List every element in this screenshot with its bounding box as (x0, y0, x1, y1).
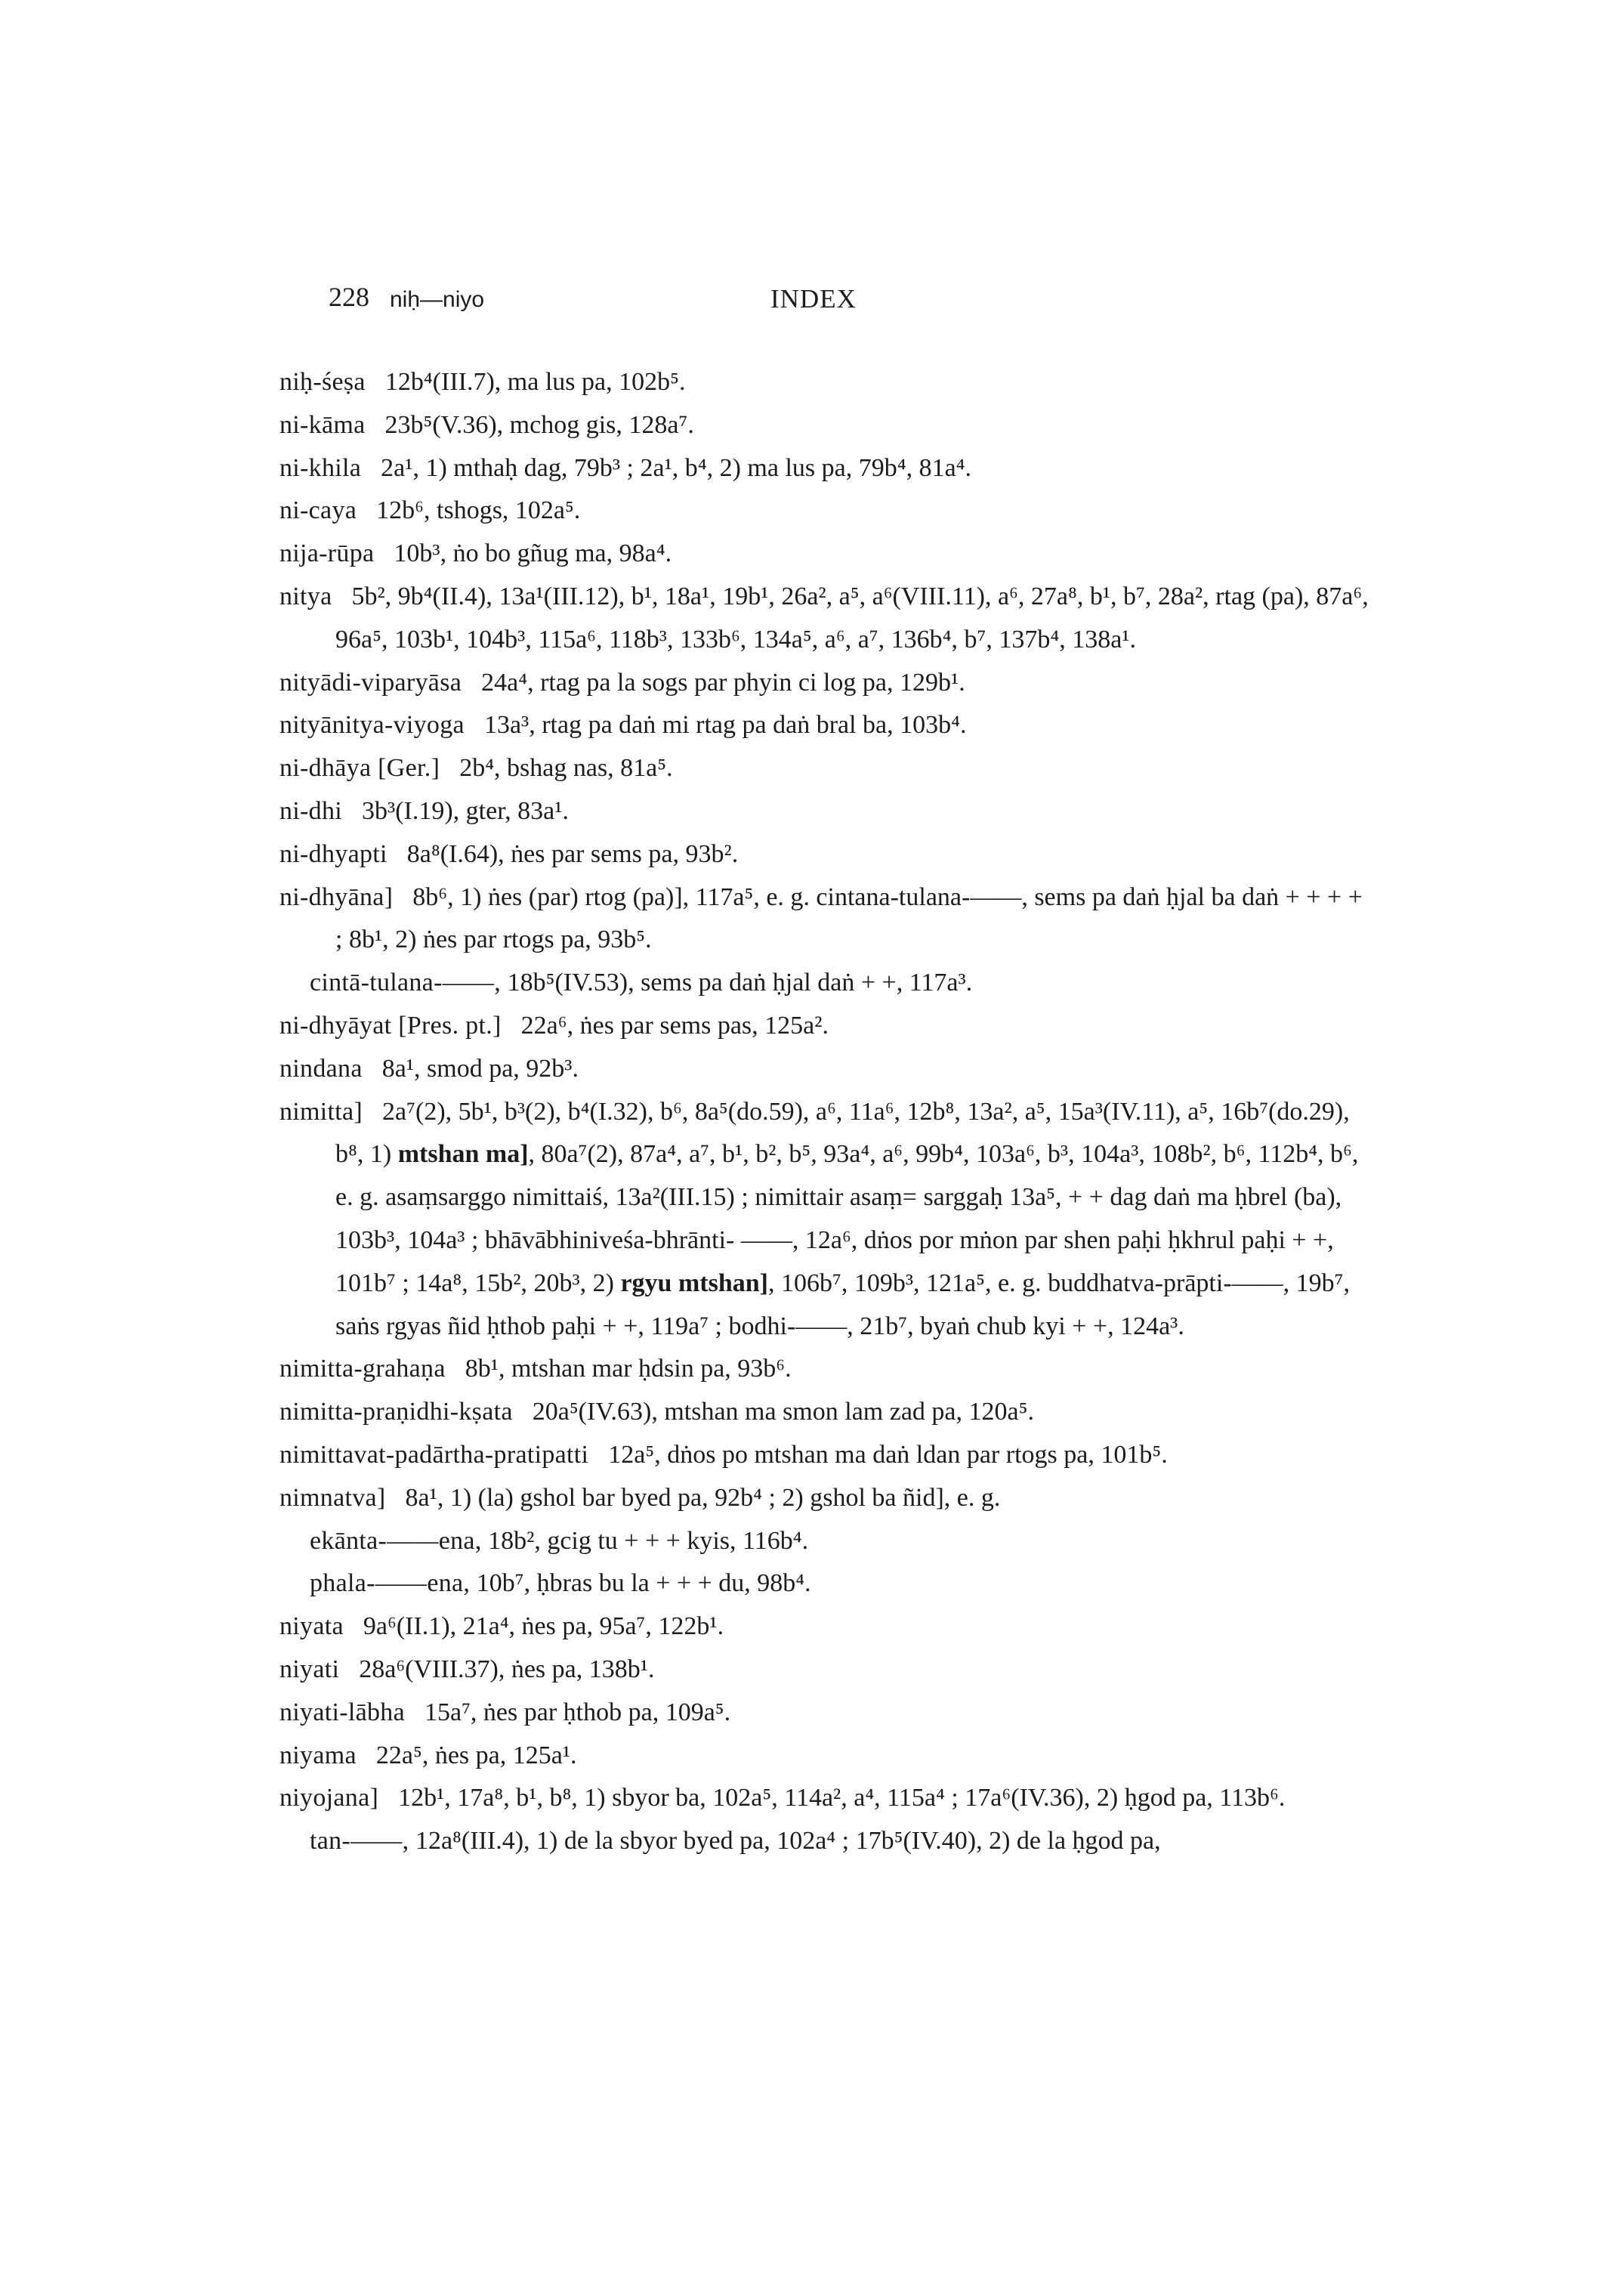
entry-references: 8a⁸(I.64), ṅes par sems pa, 93b². (406, 839, 739, 868)
entry-lemma: ni-dhyāyat [Pres. pt.] (279, 1011, 502, 1040)
entry-references: 2a¹, 1) mthaḥ dag, 79b³ ; 2a¹, b⁴, 2) ma lus pa, 79b⁴, 81a⁴. (381, 453, 972, 482)
index-entry (279, 1434, 1375, 1477)
index-entry (279, 447, 1375, 490)
index-entry (279, 1048, 1375, 1091)
entry-lemma: phala-——ena, (310, 1569, 471, 1598)
index-entry (279, 404, 1375, 447)
entry-lemma: ni-kāma (279, 410, 366, 439)
entry-lemma: nitya (279, 582, 332, 610)
entry-lemma: ni-dhyāna] (279, 882, 394, 911)
entry-references: 18b², gcig tu + + + kyis, 116b⁴. (488, 1526, 809, 1555)
entry-references-cont: , 80a⁷(2), 87a⁴, a⁷, b¹, b², b⁵, 93a⁴, a⁶, 99b⁴, 103a⁶, b³, 104a³, 108b², b⁶, 112b⁴, b⁶, e. g. asaṃsarggo nimittaiś, 13a²(III.15) ; nimittair asaṃ= sarggaḥ 13a⁵, + + dag daṅ ma ḥbrel (ba), 103b³, 104a³ ; bhāvābhiniveśa-bhrānti- ——, 12a⁶, dṅos por mṅon par shen paḥi ḥkhrul paḥi + +, 101b⁷ ; 14a⁸, 15b², 20b³, 2) (335, 1140, 1359, 1297)
entry-lemma: cintā-tulana-——, (310, 969, 502, 997)
entry-references: 12a⁵, dṅos po mtshan ma daṅ ldan par rtogs pa, 101b⁵. (608, 1440, 1168, 1469)
entry-references: 10b⁷, ḥbras bu la + + + du, 98b⁴. (476, 1569, 811, 1598)
index-entry (279, 576, 1375, 662)
entry-references: 13a³, rtag pa daṅ mi rtag pa daṅ bral ba, 103b⁴. (483, 711, 967, 740)
index-entry (279, 361, 1375, 404)
entry-references: 18b⁵(IV.53), sems pa daṅ ḥjal daṅ + +, 117a³. (507, 969, 973, 997)
entry-lemma: ekānta-——ena, (310, 1526, 482, 1555)
entry-references: 8a¹, smod pa, 92b³. (381, 1054, 579, 1083)
running-head (0, 281, 1624, 319)
entry-references: 23b⁵(V.36), mchog gis, 128a⁷. (384, 410, 694, 439)
entry-references: 10b³, ṅo bo gñug ma, 98a⁴. (394, 539, 672, 568)
entry-references: 2b⁴, bshag nas, 81a⁵. (459, 754, 673, 783)
entry-references: 9a⁶(II.1), 21a⁴, ṅes pa, 95a⁷, 122b¹. (363, 1612, 724, 1641)
entry-gloss-bold: mtshan ma] (397, 1140, 529, 1169)
index-subentry (279, 1562, 1375, 1605)
entry-lemma: ni-caya (279, 496, 357, 525)
index-entry (279, 1605, 1375, 1649)
page-number: 228 (329, 282, 369, 312)
index-entries (279, 361, 1375, 1863)
entry-lemma: nityānitya-viyoga (279, 711, 465, 740)
entry-references: 3b³(I.19), gter, 83a¹. (362, 796, 569, 825)
entry-lemma: tan-——, (310, 1827, 409, 1856)
index-subentry (279, 1520, 1375, 1563)
index-subentry (279, 1820, 1375, 1863)
entry-references: 24a⁴, rtag pa la sogs par phyin ci log pa, 129b¹. (481, 668, 965, 697)
entry-references: 28a⁶(VIII.37), ṅes pa, 138b¹. (359, 1655, 655, 1683)
index-entry (279, 533, 1375, 576)
index-entry (279, 747, 1375, 790)
entry-lemma: nija-rūpa (279, 539, 375, 568)
page-title: INDEX (770, 284, 857, 314)
index-entry (279, 1391, 1375, 1434)
index-subentry (279, 962, 1375, 1005)
index-entry (279, 1692, 1375, 1735)
entry-lemma: niyati-lābha (279, 1698, 405, 1726)
entry-range: niḥ—niyo (390, 287, 485, 312)
entry-lemma: nimnatva] (279, 1483, 386, 1512)
entry-lemma: niyama (279, 1741, 357, 1769)
entry-lemma: nindana (279, 1054, 363, 1083)
index-entry (279, 790, 1375, 833)
index-entry (279, 876, 1375, 963)
entry-lemma: niḥ-śeṣa (279, 368, 366, 396)
index-entry (279, 662, 1375, 705)
entry-references-cont: , 106b⁷, 109b³, 121a⁵, e. g. buddhatva-prāpti-——, 19b⁷, saṅs rgyas ñid ḥthob paḥi + +, 119a⁷ ; bodhi-——, 21b⁷, byaṅ chub kyi + +, 124a³. (335, 1269, 1350, 1340)
index-entry (279, 704, 1375, 747)
entry-lemma: nimittavat-padārtha-pratipatti (279, 1440, 589, 1469)
index-entry (279, 1348, 1375, 1391)
index-entry (279, 1477, 1375, 1520)
entry-references: 12b⁴(III.7), ma lus pa, 102b⁵. (384, 368, 686, 396)
entry-references: 15a⁷, ṅes par ḥthob pa, 109a⁵. (424, 1698, 731, 1726)
index-entry (279, 833, 1375, 876)
entry-lemma: nityādi-viparyāsa (279, 668, 462, 697)
index-entry (279, 1777, 1375, 1820)
entry-references: 12b¹, 17a⁸, b¹, b⁸, 1) sbyor ba, 102a⁵, 114a², a⁴, 115a⁴ ; 17a⁶(IV.36), 2) ḥgod pa, 113b⁶. (398, 1784, 1286, 1812)
entry-lemma: ni-khila (279, 453, 362, 482)
entry-references: 12a⁸(III.4), 1) de la sbyor byed pa, 102a⁴ ; 17b⁵(IV.40), 2) de la ḥgod pa, (415, 1827, 1161, 1856)
entry-references: 22a⁶, ṅes par sems pas, 125a². (520, 1011, 829, 1040)
entry-lemma: niyata (279, 1612, 344, 1641)
entry-references: 8b⁶, 1) ṅes (par) rtog (pa)], 117a⁵, e. g. cintana-tulana-——, sems pa daṅ ḥjal ba daṅ + + + + ; 8b¹, 2) ṅes par rtogs pa, 93b⁵. (335, 882, 1363, 954)
entry-lemma: nimitta] (279, 1097, 363, 1126)
entry-lemma: niyojana] (279, 1784, 379, 1812)
entry-lemma: ni-dhāya [Ger.] (279, 754, 440, 783)
entry-references: 8a¹, 1) (la) gshol bar byed pa, 92b⁴ ; 2) gshol ba ñid], e. g. (405, 1483, 1001, 1512)
entry-references: 8b¹, mtshan mar ḥdsin pa, 93b⁶. (465, 1355, 792, 1383)
index-entry (279, 490, 1375, 533)
index-entry (279, 1005, 1375, 1048)
entry-references: 2a⁷(2), 5b¹, b³(2), b⁴(I.32), b⁶, 8a⁵(do.59), a⁶, 11a⁶, 12b⁸, 13a², a⁵, 15a³(IV.11), a⁵, 16b⁷(do.29), b⁸, 1) (335, 1097, 1350, 1169)
entry-gloss-bold: rgyu mtshan] (620, 1269, 768, 1297)
entry-lemma: niyati (279, 1655, 340, 1683)
entry-lemma: ni-dhyapti (279, 839, 387, 868)
entry-references: 12b⁶, tshogs, 102a⁵. (376, 496, 581, 525)
index-entry (279, 1091, 1375, 1349)
entry-references: 22a⁵, ṅes pa, 125a¹. (375, 1741, 577, 1769)
index-entry (279, 1735, 1375, 1778)
entry-lemma: nimitta-praṇidhi-kṣata (279, 1398, 513, 1426)
index-entry (279, 1649, 1375, 1692)
entry-lemma: nimitta-grahaṇa (279, 1355, 446, 1383)
entry-references: 20a⁵(IV.63), mtshan ma smon lam zad pa, 120a⁵. (532, 1398, 1034, 1426)
entry-lemma: ni-dhi (279, 796, 343, 825)
entry-references: 5b², 9b⁴(II.4), 13a¹(III.12), b¹, 18a¹, 19b¹, 26a², a⁵, a⁶(VIII.11), a⁶, 27a⁸, b¹, b⁷, 28a², rtag (pa), 87a⁶, 96a⁵, 103b¹, 104b³, 115a⁶, 118b³, 133b⁶, 134a⁵, a⁶, a⁷, 136b⁴, b⁷, 137b⁴, 138a¹. (335, 582, 1369, 654)
